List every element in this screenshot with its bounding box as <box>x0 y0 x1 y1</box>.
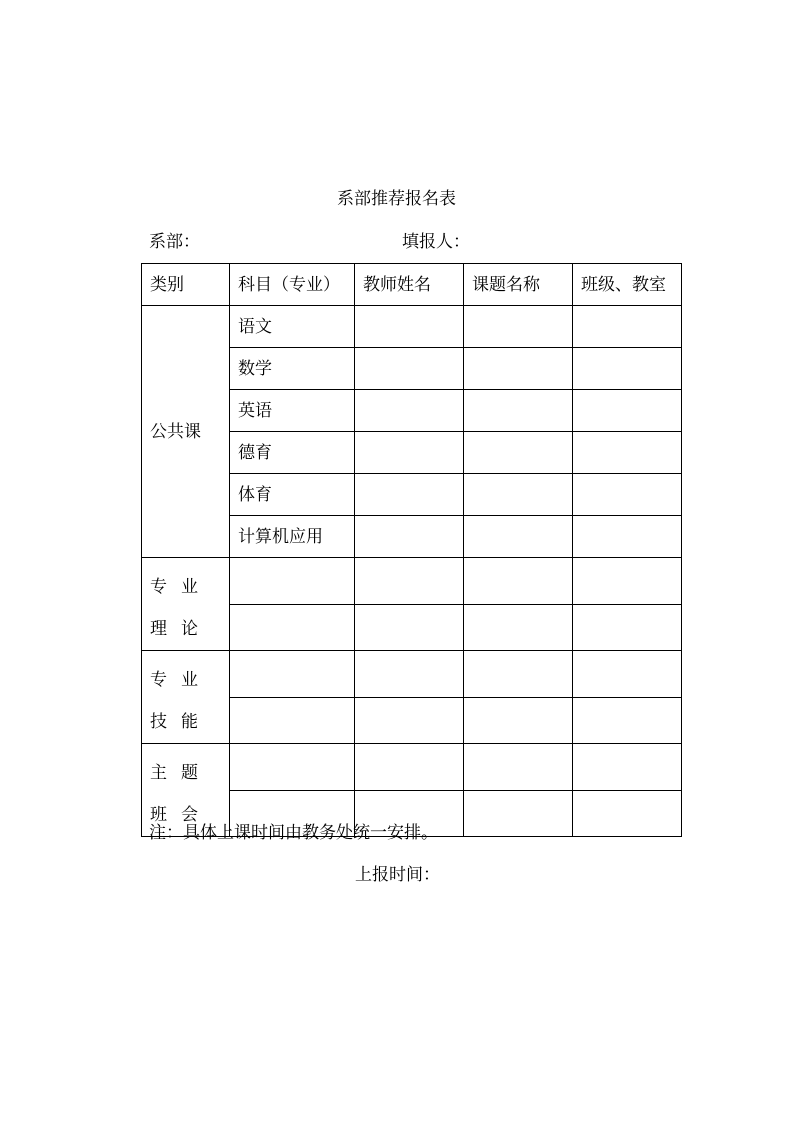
filler-label: 填报人： <box>402 232 470 252</box>
category-professional-skills: 专业技能 <box>142 651 230 744</box>
subject-cell: 语文 <box>230 306 355 348</box>
topic-name-cell[interactable] <box>464 348 573 390</box>
subject-cell: 体育 <box>230 474 355 516</box>
teacher-name-cell[interactable] <box>355 558 464 605</box>
subject-cell: 德育 <box>230 432 355 474</box>
teacher-name-cell[interactable] <box>355 697 464 744</box>
registration-table <box>141 263 682 837</box>
class-room-cell[interactable] <box>573 558 682 605</box>
teacher-name-cell[interactable] <box>355 390 464 432</box>
class-room-cell[interactable] <box>573 432 682 474</box>
topic-name-cell[interactable] <box>464 651 573 698</box>
class-room-cell[interactable] <box>573 651 682 698</box>
subject-cell[interactable] <box>230 744 355 791</box>
table-row <box>142 744 682 791</box>
subject-cell[interactable] <box>230 651 355 698</box>
teacher-name-cell[interactable] <box>355 474 464 516</box>
class-room-cell[interactable] <box>573 744 682 791</box>
category-public: 公共课 <box>142 306 230 558</box>
topic-name-cell[interactable] <box>464 604 573 651</box>
class-room-cell[interactable] <box>573 390 682 432</box>
topic-name-cell[interactable] <box>464 558 573 605</box>
class-room-cell[interactable] <box>573 604 682 651</box>
class-room-cell[interactable] <box>573 348 682 390</box>
topic-name-cell[interactable] <box>464 697 573 744</box>
table-row <box>142 558 682 605</box>
schedule-note: 注：具体上课时间由教务处统一安排。 <box>149 823 438 843</box>
report-time-label: 上报时间： <box>355 865 440 885</box>
subject-cell[interactable] <box>230 558 355 605</box>
subject-cell[interactable] <box>230 697 355 744</box>
header-topic-name: 课题名称 <box>464 264 573 306</box>
category-theme-class-meeting: 主题班会 <box>142 744 230 837</box>
category-professional-theory: 专业理论 <box>142 558 230 651</box>
class-room-cell[interactable] <box>573 697 682 744</box>
header-category: 类别 <box>142 264 230 306</box>
department-label: 系部： <box>149 232 200 252</box>
topic-name-cell[interactable] <box>464 790 573 837</box>
header-subject: 科目（专业） <box>230 264 355 306</box>
teacher-name-cell[interactable] <box>355 516 464 558</box>
class-room-cell[interactable] <box>573 306 682 348</box>
topic-name-cell[interactable] <box>464 744 573 791</box>
teacher-name-cell[interactable] <box>355 348 464 390</box>
class-room-cell[interactable] <box>573 474 682 516</box>
form-title: 系部推荐报名表 <box>337 189 456 209</box>
teacher-name-cell[interactable] <box>355 604 464 651</box>
table-row <box>142 651 682 698</box>
class-room-cell[interactable] <box>573 516 682 558</box>
subject-cell: 数学 <box>230 348 355 390</box>
class-room-cell[interactable] <box>573 790 682 837</box>
table-row <box>142 306 682 348</box>
header-class-room: 班级、教室 <box>573 264 682 306</box>
subject-cell: 计算机应用 <box>230 516 355 558</box>
subject-cell: 英语 <box>230 390 355 432</box>
topic-name-cell[interactable] <box>464 306 573 348</box>
teacher-name-cell[interactable] <box>355 744 464 791</box>
topic-name-cell[interactable] <box>464 474 573 516</box>
topic-name-cell[interactable] <box>464 516 573 558</box>
topic-name-cell[interactable] <box>464 390 573 432</box>
topic-name-cell[interactable] <box>464 432 573 474</box>
teacher-name-cell[interactable] <box>355 651 464 698</box>
header-row <box>142 264 682 306</box>
header-teacher-name: 教师姓名 <box>355 264 464 306</box>
teacher-name-cell[interactable] <box>355 306 464 348</box>
subject-cell[interactable] <box>230 604 355 651</box>
teacher-name-cell[interactable] <box>355 432 464 474</box>
